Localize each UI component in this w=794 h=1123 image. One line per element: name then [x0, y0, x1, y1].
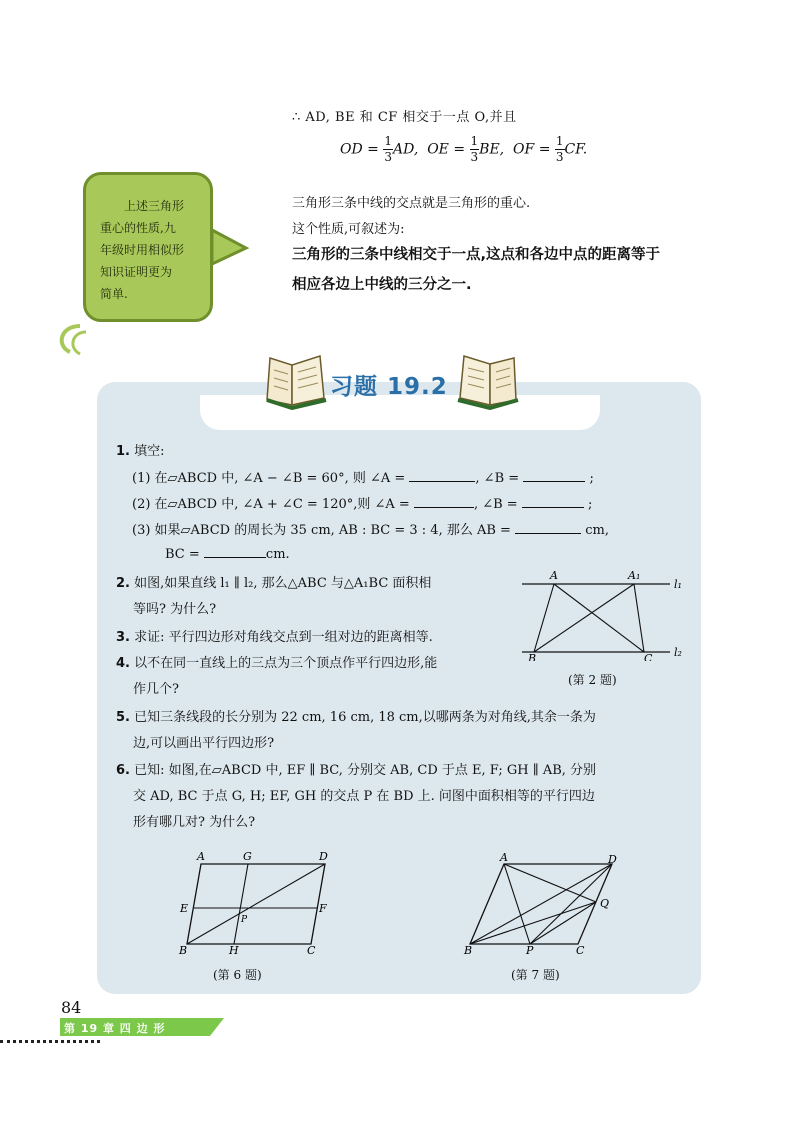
fig6-label-d: D [319, 850, 328, 863]
centroid-theorem: 三角形的三条中线相交于一点,这点和各边中点的距离等于 相应各边上中线的三分之一. [292, 247, 661, 293]
question-1-part-3: (3) 如果▱ABCD 的周长为 35 cm, AB : BC = 3 : 4, 那么 AB = cm, [132, 523, 609, 538]
open-book-icon [452, 350, 522, 410]
fig7-label-a: A [500, 852, 508, 864]
answer-blank[interactable] [523, 469, 585, 482]
centroid-formula: OD = $\frac{1}{3}$ AD, OE = $\frac{1}{3}$ BE, OF = $\frac{1}{3}$ CF. [340, 134, 588, 164]
fig2-label-l1: l₁ [674, 578, 682, 591]
figure-7-diagram [460, 852, 630, 957]
leaf-icon [50, 318, 90, 358]
open-book-icon [262, 350, 332, 410]
question-4-cont: 作几个? [133, 682, 179, 697]
question-5: 5. 已知三条线段的长分别为 22 cm, 16 cm, 18 cm,以哪两条为对角线,其余一条为 [116, 710, 596, 725]
answer-blank[interactable] [409, 469, 475, 482]
bubble-tail [210, 220, 250, 270]
side-note-bubble: 上述三角形 重心的性质,九 年级时用相似形 知识证明更为 简单. [83, 172, 213, 322]
fig6-label-a: A [197, 850, 205, 863]
fig7-label-b: B [464, 944, 473, 957]
fig6-label-h: H [229, 944, 239, 956]
question-1-head: 1. 填空: [116, 444, 165, 459]
fig6-label-g: G [243, 850, 252, 863]
fig2-label-c: C [644, 652, 653, 661]
figure-2-diagram [520, 566, 690, 661]
fig6-label-b: B [179, 944, 188, 956]
answer-blank[interactable] [522, 495, 584, 508]
chapter-bar-tip [210, 1018, 224, 1036]
question-4: 4. 以不在同一直线上的三点为三个顶点作平行四边形,能 [116, 656, 438, 671]
question-3: 3. 求证: 平行四边形对角线交点到一组对边的距离相等. [116, 630, 433, 645]
chapter-label: 第 19 章 四 边 形 [64, 1022, 166, 1035]
question-5-cont: 边,可以画出平行四边形? [133, 736, 275, 751]
fig6-label-e: E [180, 902, 189, 915]
figure-2-caption: (第 2 题) [568, 673, 617, 687]
figure-7-caption: (第 7 题) [511, 968, 560, 982]
fig6-label-p: P [241, 915, 248, 925]
therefore-line: ∴ AD, BE 和 CF 相交于一点 O,并且 [292, 110, 517, 125]
fig2-label-l2: l₂ [674, 646, 682, 659]
question-1-part-3-cont: BC = cm. [165, 547, 290, 562]
exercise-title: 习题 19.2 [330, 374, 448, 400]
figure-6-caption: (第 6 题) [213, 968, 262, 982]
question-2-cont: 等吗? 为什么? [133, 602, 217, 617]
question-2: 2. 如图,如果直线 l₁ ∥ l₂, 那么△ABC 与△A₁BC 面积相 [116, 576, 432, 591]
figure-6-diagram [175, 846, 345, 956]
question-6-cont-2: 形有哪几对? 为什么? [133, 815, 256, 830]
fig2-label-b: B [528, 652, 537, 661]
question-6-cont: 交 AD, BC 于点 G, H; EF, GH 的交点 P 在 BD 上. 问图中面积相等的平行四边 [133, 789, 595, 804]
centroid-definition: 三角形三条中线的交点就是三角形的重心. [292, 196, 531, 211]
question-1-part-2: (2) 在▱ABCD 中, ∠A + ∠C = 120°,则 ∠A = , ∠B = ; [132, 497, 593, 512]
answer-blank[interactable] [515, 521, 581, 534]
fig7-label-c: C [576, 944, 585, 957]
page-number: 84 [61, 998, 82, 1017]
fig7-label-d: D [608, 853, 617, 866]
answer-blank[interactable] [204, 545, 266, 558]
footer-dots [0, 1040, 100, 1047]
fig2-label-a1: A₁ [628, 569, 641, 582]
question-1-part-1: (1) 在▱ABCD 中, ∠A − ∠B = 60°, 则 ∠A = , ∠B = ; [132, 471, 594, 486]
fig7-label-p: P [526, 944, 534, 957]
fig2-label-a: A [550, 569, 558, 582]
fig6-label-c: C [307, 944, 316, 956]
fig6-label-f: F [319, 902, 327, 915]
fig7-label-q: Q [600, 897, 610, 910]
restate-line: 这个性质,可叙述为: [292, 222, 405, 237]
answer-blank[interactable] [414, 495, 474, 508]
question-6: 6. 已知: 如图,在▱ABCD 中, EF ∥ BC, 分别交 AB, CD 于点 E, F; GH ∥ AB, 分别 [116, 763, 597, 778]
